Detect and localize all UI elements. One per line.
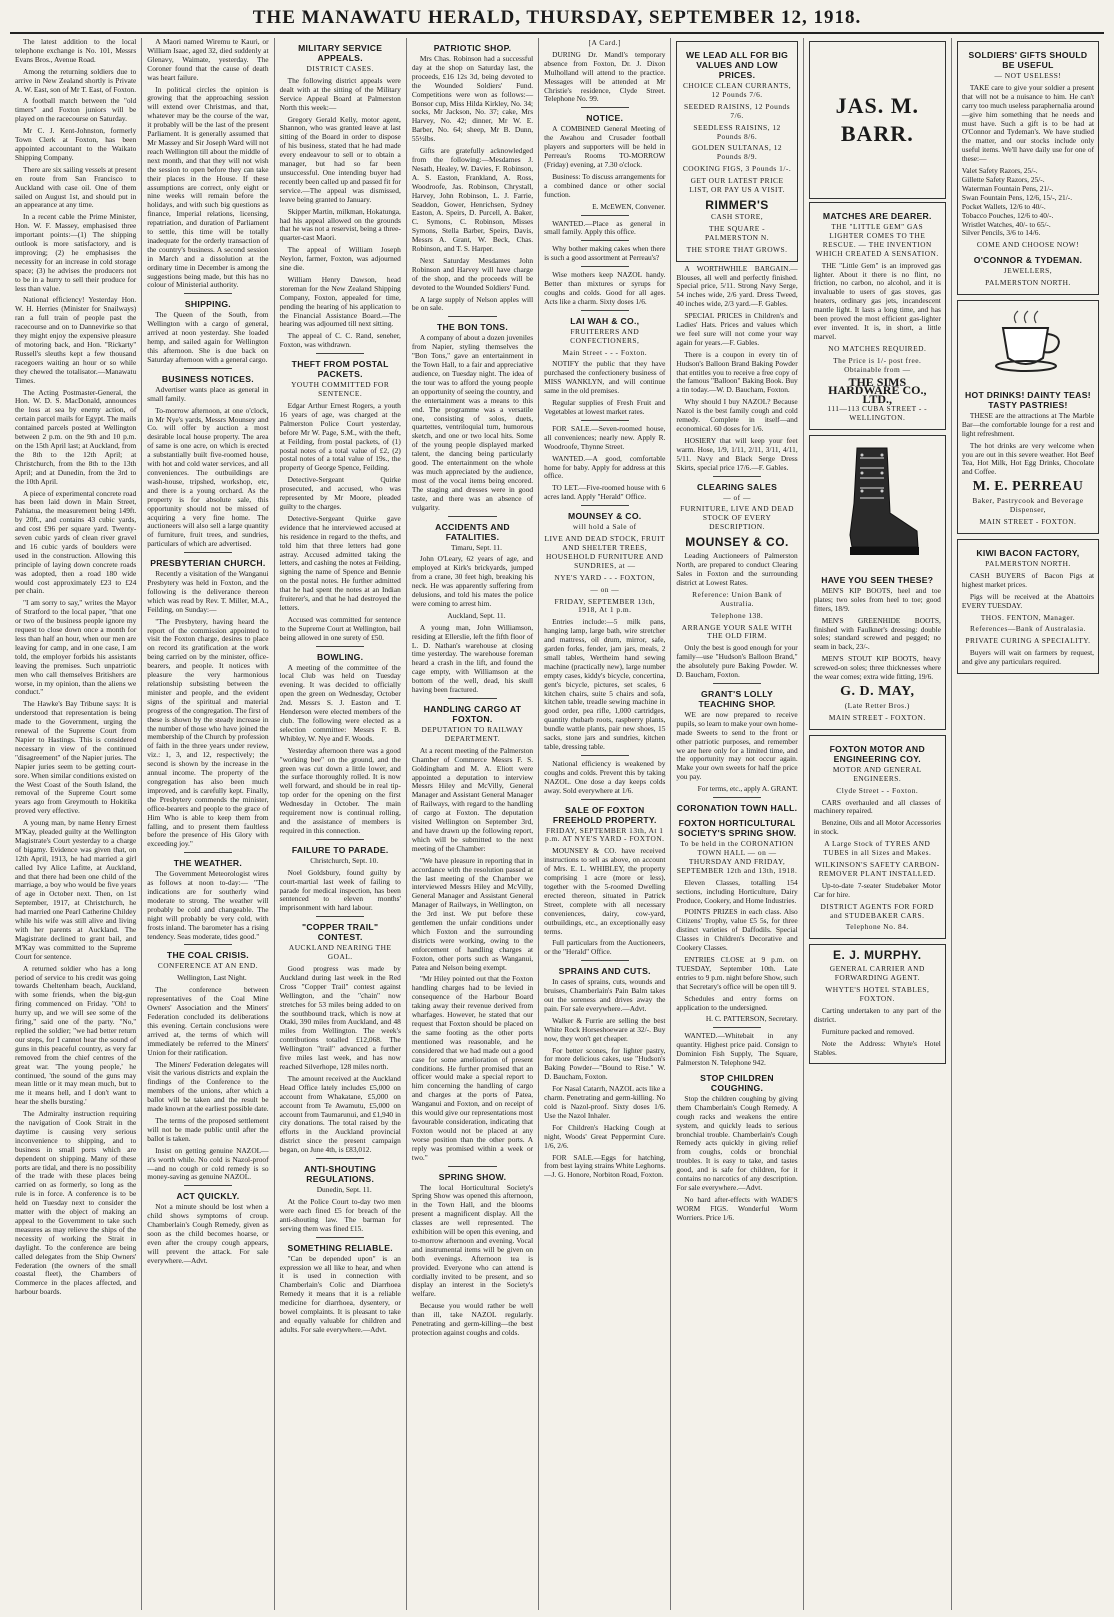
classified-ad: For Nasal Catarrh, NAZOL acts like a charm. Penetrating and germ-killing. No cold is Nazol-proof. Sixty doses 1/6. Use the Nazol Inhaler.: [544, 1084, 666, 1120]
gem-price: The Price is 1/- post free. Obtainable from —: [833, 355, 922, 374]
divider: [713, 476, 762, 477]
news-paragraph: At the Police Court to-day two men were each fined £5 for breach of the anti-shouting law. The barman for serving them was fined £15.: [279, 1196, 401, 1233]
cup-illustration: [962, 304, 1094, 385]
card-label: [A Card.]: [588, 38, 621, 47]
classified-ad: Walker & Furrie are selling the best White Rock Horseshoeware at 32/-. Buy now, they won't get cheaper.: [544, 1015, 666, 1043]
headline-lai-wah: LAI WAH & CO.,: [570, 315, 640, 326]
subheadline: CONFERENCE AT AN END.: [157, 961, 259, 971]
teacup-icon: [988, 308, 1068, 378]
headline-business-notices: BUSINESS NOTICES.: [161, 373, 254, 384]
ad-paragraph: Leading Auctioneers of Palmerston North, are prepared to conduct Clearing Sales in Foxton and the surrounding district at Lowest Rates.: [676, 551, 798, 587]
gift-item: Gillette Safety Razors, 25/-.: [961, 174, 1045, 184]
divider: [713, 1027, 762, 1028]
column-8: [952, 38, 1104, 1610]
headline-presbyterian: PRESBYTERIAN CHURCH.: [150, 558, 266, 569]
news-paragraph: The appeal of William Joseph Neylon, farmer, Foxton, was adjourned sine die.: [279, 245, 401, 273]
gift-item: Swan Fountain Pens, 12/6, 15/-, 21/-.: [961, 192, 1073, 202]
dateline: Dunedin, Sept. 11.: [316, 1185, 372, 1195]
divider: [581, 799, 630, 800]
dateline: Auckland, Sept. 11.: [447, 610, 506, 620]
gift-item: Tobacco Pouches, 12/6 to 40/-.: [961, 210, 1054, 220]
boots-heading: HAVE YOU SEEN THESE?: [821, 574, 934, 585]
kiwi-reference: References—Bank of Australasia.: [970, 624, 1086, 634]
classified-ad: HOSIERY that will keep your feet warm. Hose, 1/9, 1/11, 2/11, 3/11, 4/11, 5/11. Navy and Black Serge Dress Skirts, special price 17/6.—F. Gables.: [676, 435, 798, 472]
news-paragraph: A Maori named Wiremu te Kauri, or William Isaac, aged 32, died suddenly at Glenavy, Waimate, yesterday. The Coroner found that the cause of death was heart failure.: [147, 38, 269, 82]
kiwi-bacon-ad: [957, 539, 1099, 674]
news-paragraph: "We have pleasure in reporting that in accordance with the resolution passed at the last meeting of the Chamber we interviewed Messrs Hiley and McVilly, General Manager and Assistant General Manager of Railways, in Wellington, on the 3rd inst. We put before these gentlemen the unfair conditions under which Foxton and the surrounding districts were working, owing to the enforcement of handling charges at Foxton, other ports such as Wanganui, Patea and Nelson being exempt.: [411, 855, 534, 972]
motor-address: Clyde Street - - Foxton.: [836, 785, 919, 795]
news-paragraph: John O'Leary, 62 years of age, and employed at Kirk's brickyards, jumped from a crane, 30 feet high, breaking his neck. He was apparently suffering from delusions, and told his mates the police were coming to arrest him.: [411, 554, 534, 608]
headline-copper-trail: "COPPER TRAIL" CONTEST.: [302, 922, 379, 943]
dateline: Timaru, Sept. 11.: [450, 542, 502, 552]
news-paragraph: Because you would rather be well than ill, take NAZOL regularly. Penetrating and germ-killing—the best protection against coughs and colds.: [411, 1301, 534, 1337]
sale-line: FRIDAY, SEPTEMBER 13th, At 1 p.m. AT NYE'S YARD - FOXTON.: [545, 825, 665, 844]
ad-paragraph: NOTIFY the public that they have purchased the confectionery business of MISS WANKLYN, and will continue same in the old premises.: [544, 359, 666, 396]
subheadline: FURNITURE, LIVE AND DEAD STOCK OF EVERY DESCRIPTION.: [680, 504, 794, 532]
news-paragraph: "Can be depended upon" is an expression we all like to hear, and when it is used in connection with Chamberlain's Colic and Diarrhoea Remedy it means that it is a reliable medicine for diarrhoea, dysentery, or bowel complaints. It is pleasant to take and equally valuable for children and adults. For sale everywhere.—Advt.: [279, 1253, 401, 1334]
ad-paragraph: THESE are the attractions at The Marble Bar—the comfortable lounge for a rest and light refreshment.: [961, 410, 1095, 438]
telephone: Telephone 138.: [710, 610, 764, 620]
classified-ad: Wise mothers keep NAZOL handy. Better than mixtures or syrups for coughs and colds. Good for all ages. Acts like a charm. Sixty doses 1/6.: [544, 270, 666, 306]
hot-drinks-ad: [957, 300, 1099, 534]
classified-ad: WANTED.—A good, comfortable home for baby. Apply for address at this office.: [544, 453, 666, 481]
gem-lighter-ad: [809, 202, 946, 430]
column-2: [142, 38, 274, 1610]
ad-paragraph: ENTRIES CLOSE at 9 p.m. on TUESDAY, September 10th. Late entries to 9 p.m. night before Show, such that Secretary's office will be open till 9.: [676, 954, 798, 991]
news-paragraph: A meeting of the committee of the local Club was held on Tuesday evening. It was decided to officially open the green on Wednesday, October 2nd. Messrs S. J. Easton and T. Henderson were elected members of the club. The following were elected as a selection committee: Messrs F. B. Whibley, W. Nye and F. Woods.: [279, 662, 401, 743]
kiwi-address: PALMERSTON NORTH.: [985, 559, 1071, 568]
perreau-name: M. E. PERREAU: [972, 479, 1084, 495]
sale-line: LIVE AND DEAD STOCK, FRUIT AND SHELTER TREES, HOUSEHOLD FURNITURE AND SUNDRIES, at —: [544, 534, 666, 570]
divider: [448, 1166, 497, 1167]
news-paragraph: A returned soldier who has a long period of service to his credit was going towards Cheltenham beach, Auckland, with some friends, when the big-gun firing commenced on Friday. "Oh! to hurry up, and we will see some of the firing," said one of the party. "No," replied the soldier; "we had better return our steps, for I cannot hear the sound of guns in this peaceful country, as very far removed from the chief centres of the great war. 'The young people,' he continued, 'the sound of the guns may mean little or it may mean much, but to me it means hell, and I don't want to hear the shells bursting.': [15, 963, 137, 1107]
ad-paragraph: POINTS PRIZES in each class. Also Citizens' Trophy, value £5 5s, for three distinct varieties of Daffodils. Special Classes in Children's Decorative and Cookery Classes.: [676, 907, 798, 953]
headline-act-quickly: ACT QUICKLY.: [176, 1191, 240, 1202]
headline-failure-to-parade: FAILURE TO PARADE.: [291, 844, 389, 855]
divider: [713, 797, 762, 798]
ad-paragraph: Schedules and entry forms on application to the undersigned.: [676, 993, 798, 1012]
gift-item: Waterman Fountain Pens, 21/-.: [961, 183, 1054, 193]
columns: [10, 38, 1104, 1610]
divider: [581, 266, 630, 267]
price-item: SEEDED RAISINS, 12 Pounds 7/6.: [683, 101, 791, 120]
ad-paragraph: Entries include:—5 milk pans, hanging lamp, large bath, wire stretcher and mattress, oil drum, mirror, safe, garden forks, fender, jam jars, meals, 2 small tables, Wertheim hand sewing machine (practically new), large number empty cases, kiddy's bicycle, concertina, gent's bicycle, pictures, set scales, 6 kitchen chairs, suite 5 chairs and sofa, kitchen table, treadle sewing machine in good order, pea rifle, 1,000 cartridges, quantity rhubarb roots, raspberry plants, bundle wattle plants, pair new shoes, 15 sacks, stone jars and sundries, kitchen table, dressing table.: [544, 617, 666, 751]
subheadline: DEPUTATION TO RAILWAY DEPARTMENT.: [421, 725, 524, 743]
ad-paragraph: Up-to-date 7-seater Studebaker Motor Car for hire.: [813, 880, 941, 899]
headline-accidents: ACCIDENTS AND FATALITIES.: [435, 521, 510, 542]
oconnor-address: PALMERSTON NORTH.: [985, 278, 1071, 288]
divider: [184, 552, 233, 553]
news-paragraph: Not a minute should be lost when a child shows symptoms of croup. Chamberlain's Cough Remedy, given as soon as the child becomes hoarse, or even after the croupy cough appears, will prevent the attack. For sale everywhere.—Advt.: [147, 1202, 269, 1265]
subheadline: DISTRICT CASES.: [306, 64, 374, 73]
news-paragraph: Good progress was made by Auckland during last week in the Red Cross "Copper Trail" contest against Wellington, and the "chain" now stretches for 53 miles being added to on the southbound track, which is now at Otaki, 390 miles from Auckland, and 48 miles from Wellington. The week's contributions totalled £12,068. The Wellington "trail" advanced a further five miles last week, and has now reached Silverhope, 128 miles north.: [279, 964, 401, 1071]
price-list-ad: [676, 41, 797, 262]
signature: E. McEWEN, Convener.: [592, 201, 666, 211]
news-paragraph: There are six sailing vessels at present en route from San Francisco to Auckland with case oil. One of them sailed on August 1st, and should put in an appearance at any time.: [15, 164, 137, 210]
headline-mounsey-sale: MOUNSEY & CO.: [568, 511, 642, 522]
column-4: [407, 38, 539, 1610]
headline-spring-show: SPRING SHOW.: [438, 1171, 507, 1182]
gift-item: Wristlet Watches, 40/- to 65/-.: [961, 219, 1051, 229]
news-paragraph: Detective-Sergeant Quirke gave evidence that he interviewed accused at his residence in regard to the thefts, and told him that three letters had gone astray. Accused admitted taking the letters, and cashing the notes at Feilding, signing the name of Spence and Bennie on the postal notes. He further admitted that he had spent the notes at an Indian fruiterer's, and that he had destroyed the letters.: [279, 513, 401, 612]
news-paragraph: Detective-Sergeant Quirke prosecuted, and accused, who was represented by Mr Moore, pleaded guilty to the charges.: [279, 475, 401, 511]
tagline: ARRANGE YOUR SALE WITH THE OLD FIRM.: [681, 622, 793, 641]
ad-paragraph: Note the Address: Whyte's Hotel Stables.: [813, 1038, 941, 1057]
boot-item: MEN'S STOUT KIP BOOTS, heavy screwed-on soles; three thicknesses where the wear comes; extra wide fitting, 19/6.: [813, 654, 941, 682]
divider: [581, 240, 630, 241]
rimmer-address: THE SQUARE - PALMERSTON N.: [705, 223, 770, 242]
subheadline: — of —: [723, 492, 751, 502]
price-list-tail: GET OUR LATEST PRICE LIST, OR PAY US A VISIT.: [689, 176, 785, 195]
headline-clearing-sales: CLEARING SALES: [696, 481, 778, 492]
motor-telephone: Telephone No. 84.: [845, 922, 909, 932]
news-paragraph: The local Horticultural Society's Spring Show was opened this afternoon, in the Town Hall, and the blooms present a magnificent display. All the classes are well represented. The exhibition will be open this evening, and to-morrow afternoon and evening. Vocal and instrumental items will be given on both evenings. Afternoon tea is provided. Everyone who can attend is cordially invited to be present, and so display an interest in the Society's welfare.: [411, 1182, 534, 1299]
sims-address: 111—113 CUBA STREET - - WELLINGTON.: [827, 404, 928, 423]
classified-ad: Why should I buy NAZOL? Because Nazol is the best family cough and cold remedy. Complete in itself—and economical. 60 doses for 1/6.: [676, 397, 798, 433]
headline-shipping: SHIPPING.: [184, 299, 231, 310]
news-paragraph: "Mr Hiley pointed out that the Foxton handling charges had to be levied in consequence of the Harbour Board taking away their revenue derived from wharfages. However, he stated that our request that Foxton should be placed on the same footing as the other ports mentioned was reasonable, and he considered that we had made out a good case for some amelioration of present conditions. He further promised that an officer would make a special report to him concerning the handling of cargo and charges at the ports of Patea, Wanganui and Foxton, and on receipt of this would give our representations most favourable consideration, indicating that Foxton would not be placed at any worse position than the other ports. A reply was promised within a week or two.": [411, 974, 534, 1162]
news-paragraph: Skipper Martin, milkman, Hokatunga, had his appeal allowed on the grounds that he was not a reservist, being a three-quarter-cast Maori.: [279, 206, 401, 243]
headline-notice: NOTICE.: [586, 113, 624, 124]
classified-ad: TO LET.—Five-roomed house with 6 acres land. Apply "Herald" Office.: [544, 483, 666, 502]
oconnor-name: O'CONNOR & TYDEMAN.: [973, 255, 1083, 266]
news-paragraph: "I am sorry to say," writes the Mayor of Stratford to the local paper, "that one or two of the business people ignore my request to close down once a month for less than half an hour, when our men are leaving for camp, and in one case, I am told, the employer forbids his assistants leaving the premises. Such unpatriotic men who call themselves Britishers are worse, in my opinion, than the aliens we conduct.": [15, 598, 137, 697]
divider: [448, 698, 497, 699]
gem-no-matches: NO MATCHES REQUIRED.: [828, 343, 927, 353]
murphy-sub: GENERAL CARRIER AND FORWARDING AGENT.: [829, 964, 925, 983]
column-1: [10, 38, 142, 1610]
ad-paragraph: Furniture packed and removed.: [821, 1026, 915, 1036]
sims-name: THE SIMS HARDWARE CO., LTD.,: [828, 374, 927, 407]
divider: [184, 1185, 233, 1186]
news-paragraph: The terms of the proposed settlement will not be made public until after the ballot is taken.: [147, 1115, 269, 1143]
price-item: GOLDEN SULTANAS, 12 Pounds 8/9.: [691, 143, 783, 162]
news-paragraph: A company of about a dozen juveniles from Napier, styling themselves the "Bon Tons," gave an entertainment in the Town Hall, to a fair and appreciative audience, on Tuesday night. The idea of the tour was to afford the young people an opportunity of seeing the country, and the entertainment was a means to this end. The programme was a versatile one, consisting of solos, duets, quartettes, ventriloquial turn, humorous sketch, and one or two local hits. Some of the young people displayed marked talent, the dancing being particularly good. The entertainment on the whole was much appreciated by the audience, most of the vocal items being encored. The staging and dresses were in good taste, and there was an absence of vulgarity.: [411, 333, 534, 512]
classified-ad: National efficiency is weakened by coughs and colds. Prevent this by taking NAZOL. One dose a day keeps colds away. Sold everywhere at 1/6.: [544, 758, 666, 795]
oconnor-sub: JEWELLERS,: [1003, 266, 1053, 276]
gifts-sub: — NOT USELESS!: [994, 71, 1062, 80]
news-paragraph: Advertiser wants place as general in small family.: [147, 384, 269, 403]
classified-ad: Why bother making cakes when there is such a good assortment at Perreau's?: [544, 244, 666, 263]
price-item: COOKING FIGS, 3 Pounds 1/-.: [682, 164, 792, 174]
news-paragraph: A young man, by name Henry Ernest M'Kay, pleaded guilty at the Wellington Magistrate's Court yesterday to a charge of bigamy. Evidence was given that, on 12th April, 1913, he had married a girl called Ivy Alice Lafitte, at Auckland, and that there had been one child of the marriage, a boy who would be five years of age in October next. Then, on 1st September, 1917, at Christchurch, he had married one Pearl Catherine Childey while his wife was still alive and living with her parents at Auckland. The Magistrate declined to grant bail, and M'Kay was committed to the Supreme Court for sentence.: [15, 818, 137, 961]
murphy-name: E. J. MURPHY.: [833, 948, 922, 963]
divider: [316, 839, 365, 840]
news-paragraph: Recently a visitation of the Wanganui Presbytery was held in Foxton, and the following is the deliverance thereon which was read by Rev. T. Miller, M.A., Feilding, on Sunday:—: [147, 569, 269, 614]
divider: [316, 1237, 365, 1238]
ad-paragraph: A COMBINED General Meeting of the Awahou and Crusader football players and supporters will be held in Perreau's Rooms TO-MORROW (Friday) evening, at 7.30 o'clock.: [544, 124, 666, 169]
kiwi-manager: THOS. FENTON, Manager.: [980, 612, 1076, 622]
kiwi-private: PRIVATE CURING A SPECIALITY.: [965, 636, 1091, 646]
news-paragraph: Mr C. J. Kent-Johnston, formerly Town Clerk at Foxton, has been appointed accountant to the Waikato Shipping Company.: [15, 126, 137, 162]
news-paragraph: National efficiency! Yesterday Hon. W. H. Herries (Minister for Snailways) ran a full train of people past the racecourse and on to Dannevirke so that they might enjoy the expensive pleasure of motoring back, and Hon. "Rickarty" Russell's sleuths kept a few thousand racegoers waiting an hour or so while they chewed the totalisator.—Manawatu Times.: [15, 295, 137, 385]
news-paragraph: The conference between representatives of the Coal Mine Owners' Association and the Miners' Federation concluded its deliberations this evening. Certain conclusions were arrived at, the terms of which will immediately be referred to the Miners' Union for their ratification.: [147, 985, 269, 1057]
headline-anti-shouting: ANTI-SHOUTING REGULATIONS.: [304, 1164, 377, 1185]
column-3: [275, 38, 407, 1610]
news-paragraph: The amount received at the Auckland Head Office lately includes £5,000 on account from Whakatane, £5,000 on account from Te Awamutu, £5,000 on account from Taumarunui, and £1,940 in city donations. The total raised by the efforts in the Auckland provincial district since the present campaign began, on June 4th, is £83,012.: [279, 1073, 401, 1155]
boot-icon: [832, 443, 922, 563]
news-paragraph: A large supply of Nelson apples will be on sale.: [411, 294, 534, 313]
divider: [448, 316, 497, 317]
murphy-ad: [809, 944, 946, 1064]
address: Main Street - - - Foxton.: [562, 347, 648, 357]
ad-paragraph: Regular supplies of Fresh Fruit and Vegetables at lowest market rates.: [544, 398, 666, 416]
kiwi-heading: KIWI BACON FACTORY,: [976, 548, 1080, 558]
headline-coal-crisis: THE COAL CRISIS.: [166, 950, 249, 961]
news-paragraph: Noel Goldsbury, found guilty by court-martial last week of failing to parade for medical inspection, has been sentenced to eleven months' imprisonment with hard labour.: [279, 867, 401, 913]
news-paragraph: A piece of experimental concrete road has been laid down in Main Street, Pahiatua, the measurement being 149ft. by 20ft., and contains 43 cubic yards, and cost £96 per square yard. Twenty-seven cubic yards of clean river gravel and 16 cubic yards of boulders were used in the construction. Allowing this principle of laying down concrete roads was adopted, then a road 180 wide would cost approximately £23 to £24 per chain.: [15, 488, 137, 596]
gift-item: Pocket Wallets, 12/6 to 40/-.: [961, 201, 1046, 211]
news-paragraph: In a recent cable the Prime Minister, Hon. W. F. Massey, emphasised three important points:—(1) The shipping outlook is more satisfactory, and is improving; (2) he emphasises the necessity for an increase in cold storage space; (3) he advises the producers not to be in a hurry to sell their produce for less than value.: [15, 212, 137, 293]
ad-paragraph: CASH BUYERS of Bacon Pigs at highest market prices.: [961, 570, 1095, 589]
headline-grant-lolly: GRANT'S LOLLY TEACHING SHOP.: [698, 688, 776, 709]
headline-patriotic-shop: PATRIOTIC SHOP.: [433, 43, 512, 53]
motor-tyres: A Large Stock of TYRES AND TUBES in all Sizes and Makes.: [823, 839, 932, 858]
news-paragraph: The Miners' Federation delegates will visit the various districts and explain the findings of the Conference to the members of the unions, after which a ballot will be taken and the result be made known at the earliest possible date.: [147, 1059, 269, 1114]
divider: [184, 368, 233, 369]
dateline: Christchurch, Sept. 10.: [310, 855, 379, 865]
headline-handling-cargo: HANDLING CARGO AT FOXTON.: [423, 704, 522, 724]
hot-heading: HOT DRINKS! DAINTY TEAS! TASTY PASTRIES!: [964, 389, 1091, 410]
signature: For terms, etc., apply A. GRANT.: [697, 784, 798, 794]
ad-paragraph: THE "Little Gem" is an improved gas lighter. About it there is no flint, no friction, no carbon, no alcohol, and it is invaluable to users of gas stoves, gas heaters, ordinary gas jets, incandescent mantle light. It lasts a long time, and has been proved the most efficient gas-lighter ever invented. It is, in short, a little marvel.: [813, 260, 941, 341]
ad-paragraph: Full particulars from the Auctioneers, or the "Herald" Office.: [544, 938, 666, 957]
perreau-sub: Baker, Pastrycook and Beverage Dispenser,: [972, 496, 1084, 515]
boot-item: MEN'S KIP BOOTS, heel and toe plates; two soles from heel to toe; good fitters, 18/9.: [813, 585, 941, 613]
show-dates: To be held in the CORONATION TOWN HALL — on — THURSDAY AND FRIDAY, SEPTEMBER 12th and 13th, 1918.: [676, 839, 798, 875]
classified-ad: There is a coupon in every tin of Hudson's Balloon Brand Baking Powder that entitles you to receive a free copy of the famous "Balloon" Baking Book. Buy a tin today.—W. D. Baucham, Foxton.: [676, 349, 798, 395]
mounsey-name: MOUNSEY & CO.: [685, 535, 789, 550]
classified-ad: For better scones, for lighter pastry, for more delicious cakes, use "Hudson's Baking Powder—"Bound to Rise." W. D. Baucham, Foxton.: [544, 1045, 666, 1082]
divider: [581, 960, 630, 961]
news-paragraph: Yesterday afternoon there was a good "working bee" on the ground, and the green was cut down a little lower, and the surface thoroughly rolled. It is now well forward, and should be in real tip-top order for the opening on the first Wednesday in October. The main requirement now is continual rolling, and the assistance of members is required in this connection.: [279, 745, 401, 835]
divider: [581, 505, 630, 506]
classified-ad: A WORTHWHILE BARGAIN.—Blouses, all well and perfectly finished. Special price, 5/11. Strong Navy Serge, 54 inches wide, 2/6 yard. Dress Tweed, 40 inches wide, 2/3 yard.—F. Gables.: [676, 263, 798, 309]
headline-freehold-sale: SALE OF FOXTON FREEHOLD PROPERTY.: [552, 804, 657, 825]
headline-sprains: SPRAINS AND CUTS.: [558, 966, 651, 977]
ad-paragraph: Stop the children coughing by giving them Chamberlain's Cough Remedy. A cough racks and weakens the entire system, and quickly leads to serious bronchial trouble. Chamberlain's Cough Remedy acts quickly in giving relief from coughs, colds or bronchial troubles. It is easy to take, and tastes good, and is safe for children, for it contains no narcotics of any description. For sale everywhere.—Advt.: [676, 1093, 798, 1192]
boot-illustration: [814, 439, 941, 570]
gift-item: Valet Safety Razors, 25/-.: [961, 166, 1038, 176]
gifts-heading: SOLDIERS' GIFTS SHOULD BE USEFUL: [968, 50, 1088, 70]
news-paragraph: The following district appeals were dealt with at the sitting of the Military Service Appeal Board at Palmerston North this week:—: [279, 75, 401, 112]
divider: [316, 646, 365, 647]
divider: [316, 916, 365, 917]
news-paragraph: At a recent meeting of the Palmerston Chamber of Commerce Messrs F. S. Goldingham and M. A. Eliott were appointed a deputation to interview Messrs Hiley and McVilly, General Manager and Assistant General Manager of Railways, with regard to the handling of cargo at Foxton. The deputation visited Wellington on September 3rd, and have drawn up the following report, which will be submitted to the next meeting of the Chamber:: [411, 745, 534, 853]
wilkinson: WILKINSON'S SAFETY CARBON-REMOVER PLANT INSTALLED.: [814, 859, 940, 878]
subheadline: FRUITERERS AND CONFECTIONERS,: [570, 326, 640, 345]
motor-heading: FOXTON MOTOR AND ENGINEERING COY.: [829, 743, 925, 764]
ad-paragraph: WE are now prepared to receive pupils, so learn to make your own home-made Sweets to send to the front or other patriotic purposes, and remember we are here only for a limited time, and the opportunity may not occur again. Make your own sweets for half the price you pay.: [676, 709, 798, 782]
gem-subheading: THE "LITTLE GEM" GAS LIGHTER COMES TO THE RESCUE. — THE INVENTION WHICH CREATED A SENSATION.: [815, 223, 939, 258]
classified-ad: FOR SALE.—Seven-roomed house, all conveniences; nearly new. Apply R. Woodroofe, Thynne Street.: [544, 423, 666, 451]
price-item: CHOICE CLEAN CURRANTS, 12 Pounds 7/6.: [682, 81, 792, 99]
news-paragraph: Next Saturday Mesdames John Robinson and Harvey will have charge of the shop, and the proceeds will be devoted to the Wounded Soldiers' Fund.: [411, 255, 534, 292]
perreau-address: MAIN STREET - FOXTON.: [979, 517, 1077, 527]
classified-ad: Only the best is good enough for your family—use "Hudson's Balloon Brand," the absolutely pure Baking Powder. W. D. Baucham, Foxton.: [676, 643, 798, 680]
divider: [581, 107, 630, 108]
classified-ad: FOR SALE.—Eggs for hatching, from best laying strains White Leghorns.—J. G. Honore, Norbiton Road, Foxton.: [544, 1152, 666, 1180]
price-list-heading: WE LEAD ALL FOR BIG VALUES AND LOW PRICES.: [685, 50, 789, 80]
classified-ad: No hard after-effects with WADE'S WORM FIGS. Wonderful Worm Worriers. Price 1/6.: [676, 1194, 798, 1222]
price-item: SEEDLESS RAISINS, 12 Pounds 8/6.: [693, 122, 781, 141]
news-paragraph: The Hawke's Bay Tribune says: It is understood that representation is being made to the Government, urging the renewal of the Supreme Court from Napier to Hastings. This is considered necessary in view of the continued "disagreement" of the Napier juries. The Napier juries seem to be getting court-sore. When similar conditions existed on the West Coast of the South Island, the removal of the Supreme Court some years ago from Greymouth to Hokitika proved very effective.: [15, 699, 137, 816]
divider: [448, 516, 497, 517]
divider: [581, 215, 630, 216]
news-paragraph: "The Presbytery, having heard the report of the commission appointed to visit the Foxton charge, desires to place on record its gratification at the work being carried on by the minister, office-bearers, and people. It notices with pleasure the very harmonious relationship subsisting between the minister and people, and the evident signs of the spiritual and material progress of the congregation. The first of these is shown by the steady increase in the number of those who have joined the membership of the Church by profession of faith in the three years under review, viz.: 1, 3, and 12, respectively; the second is shown by the increase in the annual income. The property of the congregation has also been much improved, and is carefully kept. Finally, the Presbytery commends the minister, office-bearers and people to the grace of Him Who is able to keep them from falling, and to present them faultless before the presence of His Glory with exceeding joy.": [147, 616, 269, 849]
signature: H. C. PATTERSON, Secretary.: [705, 1014, 798, 1024]
headline-bon-tons: THE BON TONS.: [436, 322, 509, 333]
classified-ad: SPECIAL PRICES in Children's and Ladies' Hats. Prices and values which we feel sure will not come your way again for years.—F. Gables.: [676, 311, 798, 347]
rimmer-tagline: THE STORE THAT GROWS.: [686, 244, 788, 254]
district-agents: DISTRICT AGENTS FOR FORD and STUDEBAKER CARS.: [820, 901, 935, 920]
column-7: [804, 38, 952, 1610]
motor-sub: MOTOR AND GENERAL ENGINEERS.: [832, 764, 922, 783]
news-paragraph: In political circles the opinion is growing that the approaching session will extend over Christmas, and that, whatever may be the course of the war, it probably will be the last of the present Parliament. It is generally assumed that Mr Massey and Sir Joseph Ward will not reach Wellington till about the middle of next month, and that they will not wish the session to open before they can take their places in the House. If these assumptions are correct, only eight or nine weeks will remain before the holidays, and with such big questions as finance, Imperial relations, licensing, repatriation, and duration of Parliament to settle, this time will be totally inadequate for the orderly transaction of the country's business. A second session in March and a dissolution at the ordinary time in December is among the suggestions being made, but this has no colour of Ministerial authority.: [147, 84, 269, 290]
classified-ad: WANTED.—Whitebait in any quantity. Highest price paid. Consign to Dominion Fish Supply, The Square, Palmerston N. Telephone 942.: [676, 1031, 798, 1068]
gem-heading: MATCHES ARE DEARER.: [822, 211, 932, 221]
gift-item: Silver Pencils, 3/6 to 14/6.: [961, 228, 1041, 238]
news-paragraph: Gifts are gratefully acknowledged from the following:—Mesdames J. Nesath, Healey, W. Davies, F. Robinson, A. S. Easton, Frankland, A. Ross, Woodroofe, Jas. Robinson, Chrystall, Harvey, John Robinson, L. J. Farrie, Seaddon, Gower, Henrichsen, Sydney Easton, A. Speirs, D. Purcell, A. Baker, C. Symons, C. Robinson, Misses Symons, Stella Barber, Speirs, Davis, Messrs A. Grant, W. Beck, Chas. Robinson, and T. S. Harper.: [411, 146, 534, 254]
sale-line: NYE'S YARD - - - FOXTON,: [554, 572, 656, 582]
headline-horticultural: FOXTON HORTICULTURAL SOCIETY'S SPRING SHOW.: [677, 818, 797, 839]
ad-paragraph: Buyers will wait on farmers by request, and give any particulars required.: [961, 648, 1095, 667]
ad-paragraph: The hot drinks are very welcome when you are out in this severe weather. Hot Beef Tea, Hot Milk, Hot Egg Drinks, Chocolate and Coffee.: [961, 440, 1095, 477]
headline-coronation-hall: CORONATION TOWN HALL.: [676, 803, 798, 814]
news-paragraph: Insist on getting genuine NAZOL—it's worth while. No cold is Nazol-proof—and no cough or cold remedy is so money-saving as genuine NAZOL.: [147, 1145, 269, 1182]
divider: [316, 353, 365, 354]
rimmer-sub: CASH STORE,: [710, 211, 764, 221]
headline-weather: THE WEATHER.: [173, 858, 243, 869]
ad-paragraph: DURING Dr. Mandl's temporary absence from Foxton, Dr. J. Dixon Mulholland will attend to the practice. Messages will be attended at Mr Christie's residence, Clyde Street. Telephone No. 99.: [544, 49, 666, 104]
ad-paragraph: CARS overhauled and all classes of machinery repaired.: [813, 797, 941, 816]
barr-ad: [809, 41, 946, 199]
murphy-address: WHYTE'S HOTEL STABLES, FOXTON.: [825, 985, 930, 1004]
divider: [184, 293, 233, 294]
news-paragraph: Gregory Gerald Kelly, motor agent, Shannon, who was granted leave at last sitting of the Board in order to dispose of his business, stated that he had made every endeavour to sell or to obtain a manager, but had so far been unsuccessful. One intending buyer had recently been called up and passed fit for service.—The appeal was dismissed, leave being granted to January.: [279, 114, 401, 204]
subheadline: YOUTH COMMITTED FOR SENTENCE.: [291, 380, 390, 399]
boots-ad: [809, 435, 946, 730]
news-paragraph: The Government Meteorologist wires as follows at noon to-day:— "The indications are for southerly wind moderate to strong. The weather will probably be cold and changeable. The night will probably be very cold, with frosts inland. The barometer has a rising tendency. Seas moderate, tides good.": [147, 869, 269, 941]
classified-ad: For Children's Hacking Cough at night, Woods' Great Peppermint Cure. 1/6, 2/6.: [544, 1122, 666, 1150]
news-paragraph: The Admiralty instruction requiring the navigation of Cook Strait in the daytime is causing very serious inconvenience to shipping, and to business in small ports which are dependent on shipping. Many of these ports are tidal, and there is no possibility of the trade with these places being carried on as formerly, so long as the rule is in force. A conference is to be held on Tuesday next to consider the matter with the object of making an appeal to the Government to take such measures as may relieve the ships of the necessity of working the Strait in daylight. To the conference are being called delegates from the Ship Owners' Federation (the owners of the small coastal fleet), the Chambers of Commerce in the places affected, and harbour boards.: [15, 1109, 137, 1297]
may-name: G. D. MAY,: [840, 684, 915, 699]
ad-paragraph: In cases of sprains, cuts, wounds and bruises, Chamberlain's Pain Balm takes out the soreness and drives away the pain. For sale everywhere.—Advt.: [544, 977, 666, 1013]
news-paragraph: The appeal of C. C. Rand, seneher, Foxton, was withdrawn.: [279, 331, 401, 350]
ad-paragraph: TAKE care to give your soldier a present that will not be a nuisance to him. He can't carry too much useless paraphernalia around—give him something that he needs and must have. Such a gift is to be had at O'Connor and Tydeman's. We have studied the matter, and our stocks include only useful items. We'll have daily use for one of these:—: [961, 82, 1095, 164]
news-paragraph: Edgar Arthur Ernest Rogers, a youth 16 years of age, was charged at the Palmerston Police Court yesterday, before Mr W. Page, S.M., with the theft, at Feilding, from postal packets, of (1) postal notes of a total value of £2, (2) postal notes of a total value of 19s., the property of George Spence, Feilding.: [279, 401, 401, 473]
news-paragraph: The Acting Postmaster-General, the Hon. W. D. S. MacDonald, announces the loss at sea by enemy action, of certain parcel mails for Egypt. The mails contained parcels posted at Wellington between 2 p.m. on the 9th and 10 p.m. on the 15th April last; at Auckland, from the 8th to the 12th April; at Christchurch, from the 8th to the 13th April; and at Dunedin, from the 3rd to the 10th April.: [15, 387, 137, 486]
divider: [713, 683, 762, 684]
gifts-come: COME AND CHOOSE NOW!: [976, 240, 1080, 250]
divider: [581, 310, 630, 311]
ad-paragraph: Eleven Classes, totalling 154 sections, including Horticulture, Dairy Produce, Cookery, and Home Industries.: [676, 877, 798, 905]
divider: [184, 944, 233, 945]
news-paragraph: The Queen of the South, from Wellington with a cargo of general, arrived at noon yesterday. She loaded hemp, and sailed again for Wellington this afternoon. She is due back on Saturday afternoon with a general cargo.: [147, 310, 269, 364]
ad-paragraph: Business: To discuss arrangements for a combined dance or other social function.: [544, 171, 666, 199]
boot-item: MEN'S GREENHIDE BOOTS, finished with Faulkner's dressing: double soles; standard screwed and pegged; no seam in back, 23/-.: [813, 615, 941, 652]
motor-ad: [809, 735, 946, 940]
headline-theft: THEFT FROM POSTAL PACKETS.: [291, 359, 389, 380]
column-5: [539, 38, 671, 1610]
barr-name: JAS. M. BARR.: [835, 93, 919, 146]
may-address: MAIN STREET - FOXTON.: [828, 712, 926, 722]
news-paragraph: The latest addition to the local telephone exchange is No. 101, Messrs Evans Bros., Avenue Road.: [15, 38, 137, 64]
headline-bowling: BOWLING.: [317, 651, 364, 662]
ad-paragraph: Carting undertaken to any part of the district.: [813, 1005, 941, 1024]
sale-line: will hold a Sale of: [572, 522, 637, 532]
news-paragraph: William Henry Dawson, head storeman for the New Zealand Shipping Company, Foxton, appealed for time, pending the hearing of his application to the Financial Assistance Board.—The hearing was adjourned till next sitting.: [279, 274, 401, 329]
divider: [581, 420, 630, 421]
headline-something-reliable: SOMETHING RELIABLE.: [287, 1242, 393, 1253]
news-paragraph: A football match between the "old timers" and Foxton juniors will be played on the racecourse on Saturday.: [15, 96, 137, 124]
classified-ad: WANTED.—Place as general in small family. Apply this office.: [544, 218, 666, 237]
subheadline: AUCKLAND NEARING THE GOAL.: [288, 943, 392, 962]
masthead: THE MANAWATU HERALD, THURSDAY, SEPTEMBER 12, 1918.: [252, 7, 862, 28]
news-paragraph: A young man, John Williamson, residing at Ellerslie, left the fifth floor of L. D. Nathan's warehouse at closing time yesterday. The warehouse foreman heard a crash in the lift, and found the cage empty, with Williamson at the bottom of the well, dead, his skull having been fractured.: [411, 622, 534, 695]
ad-paragraph: MOUNSEY & CO. have received instructions to sell as above, on account of Mrs. E. L. WHIBLEY, the property comprising 1 acre (more or less), together with the 5-roomed Dwelling erected thereon, situated in Patrick Street, complete with all necessary conveniences, dairy, cow-yard, outbuildings, etc., an exceptionally easy terms.: [544, 846, 666, 936]
ad-paragraph: Benzine, Oils and all Motor Accessories in stock.: [813, 818, 941, 837]
news-paragraph: Mrs Chas. Robinson had a successful day at the shop on Saturday last, the proceeds, £16 12s 3d, being devoted to the Wounded Soldiers' Fund. Competitions were won as follows:—Bonsor cup, Miss Hilda Kirkley, No. 34; socks, Mr Jackson, No. 37; cake, Mrs Harvey, No. 42; dinner, Mr W. E. Barber, No. 64; sheep, Mr B. Dunn, 55½lbs.: [411, 54, 534, 144]
soldiers-gifts-ad: [957, 41, 1099, 295]
sale-line: — on —: [590, 584, 620, 594]
dateline: Wellington, Last Night.: [177, 973, 247, 983]
divider: [316, 1158, 365, 1159]
divider: [184, 852, 233, 853]
headline-stop-coughing: STOP CHILDREN COUGHING.: [700, 1072, 774, 1093]
headline-military-appeals: MILITARY SERVICE APPEALS.: [298, 43, 383, 63]
column-6: [671, 38, 803, 1610]
rimmer-name: RIMMER'S: [705, 197, 769, 212]
news-paragraph: Accused was committed for sentence to the Supreme Court at Wellington, bail being allowed in one surety of £50.: [279, 614, 401, 642]
news-paragraph: To-morrow afternoon, at one o'clock, in Mr Nye's yards, Messrs Mounsey and Co. will offer by auction a most desirable local house property. The area of same is one acre, on which is erected a substantially built five-roomed house, with hot and cold water services, and all conveniences. The outbuildings are wash-house, tripshed, workshop, etc, and there is a young orchard. As the property is for absolute sale, this opportunity should not be missed of acquiring a very fine home. The auctioneers will also sell a large quantity of furniture, fruit trees, and sundries, particulars of which are advertised.: [147, 405, 269, 549]
divider: [581, 755, 630, 756]
ad-paragraph: Pigs will be received at the Abattoirs EVERY TUESDAY.: [961, 591, 1095, 610]
masthead-rule: [10, 32, 1104, 34]
news-paragraph: Among the returning soldiers due to arrive in New Zealand shortly is Private A. W. East, son of Mr T. East, of Foxton.: [15, 66, 137, 94]
may-sub: (Late Retter Bros.): [844, 701, 910, 710]
sale-line: FRIDAY, SEPTEMBER 13th, 1918, At 1 p.m.: [554, 596, 656, 615]
reference: Reference: Union Bank of Australia.: [692, 589, 782, 608]
